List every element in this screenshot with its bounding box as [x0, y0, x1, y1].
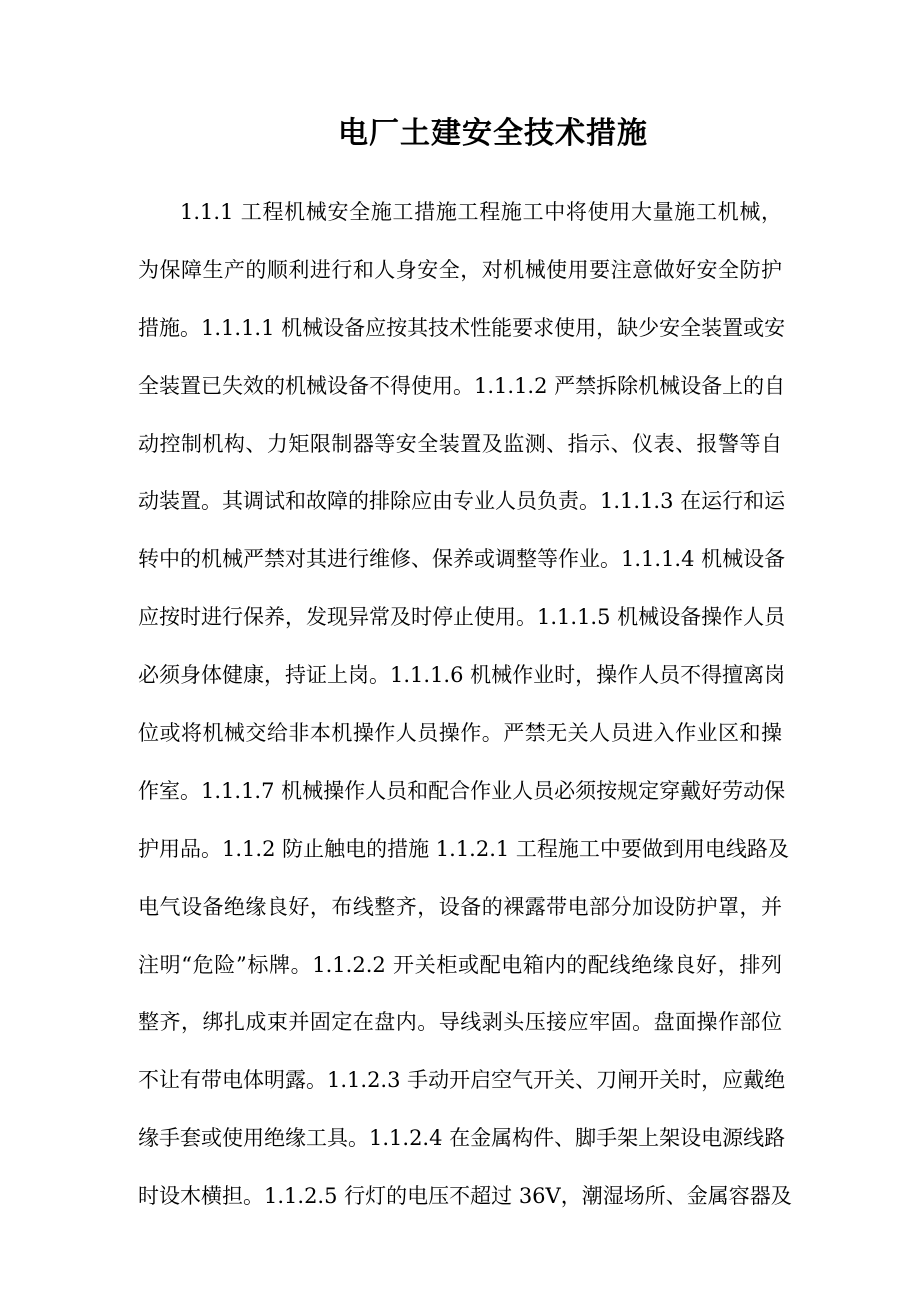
- body-line: 电气设备绝缘良好，布线整齐，设备的裸露带电部分加设防护罩，并: [138, 894, 782, 919]
- body-line: 作室。1.1.1.7 机械操作人员和配合作业人员必须按规定穿戴好劳动保: [138, 778, 786, 803]
- body-line: 1.1.1 工程机械安全施工措施工程施工中将使用大量施工机械，: [180, 200, 782, 224]
- document-title: 电厂土建安全技术措施: [338, 116, 648, 151]
- body-line: 应按时进行保养，发现异常及时停止使用。1.1.1.5 机械设备操作人员: [138, 605, 786, 630]
- body-line: 必须身体健康，持证上岗。1.1.1.6 机械作业时，操作人员不得擅离岗: [138, 663, 786, 688]
- body-line: 护用品。1.1.2 防止触电的措施 1.1.2.1 工程施工中要做到用电线路及: [138, 836, 789, 861]
- body-line: 时设木横担。1.1.2.5 行灯的电压不超过 36V，潮湿场所、金属容器及: [138, 1184, 792, 1209]
- document-body: [138, 196, 798, 1238]
- body-line: 动控制机构、力矩限制器等安全装置及监测、指示、仪表、报警等自: [138, 431, 782, 456]
- body-line: 全装置已失效的机械设备不得使用。1.1.1.2 严禁拆除机械设备上的自: [138, 373, 786, 398]
- body-line: 注明“危险”标牌。1.1.2.2 开关柜或配电箱内的配线绝缘良好，排列: [138, 952, 782, 977]
- body-line: 转中的机械严禁对其进行维修、保养或调整等作业。1.1.1.4 机械设备: [138, 547, 786, 572]
- body-line: 整齐，绑扎成束并固定在盘内。导线剥头压接应牢固。盘面操作部位: [138, 1010, 782, 1035]
- body-line: 为保障生产的顺利进行和人身安全，对机械使用要注意做好安全防护: [138, 257, 782, 282]
- body-line: 动装置。其调试和故障的排除应由专业人员负责。1.1.1.3 在运行和运: [138, 489, 786, 514]
- body-line: 位或将机械交给非本机操作人员操作。严禁无关人员进入作业区和操: [138, 721, 782, 746]
- body-line: 措施。1.1.1.1 机械设备应按其技术性能要求使用，缺少安全装置或安: [138, 315, 786, 340]
- body-line: 缘手套或使用绝缘工具。1.1.2.4 在金属构件、脚手架上架设电源线路: [138, 1126, 786, 1151]
- body-line: 不让有带电体明露。1.1.2.3 手动开启空气开关、刀闸开关时，应戴绝: [138, 1068, 786, 1093]
